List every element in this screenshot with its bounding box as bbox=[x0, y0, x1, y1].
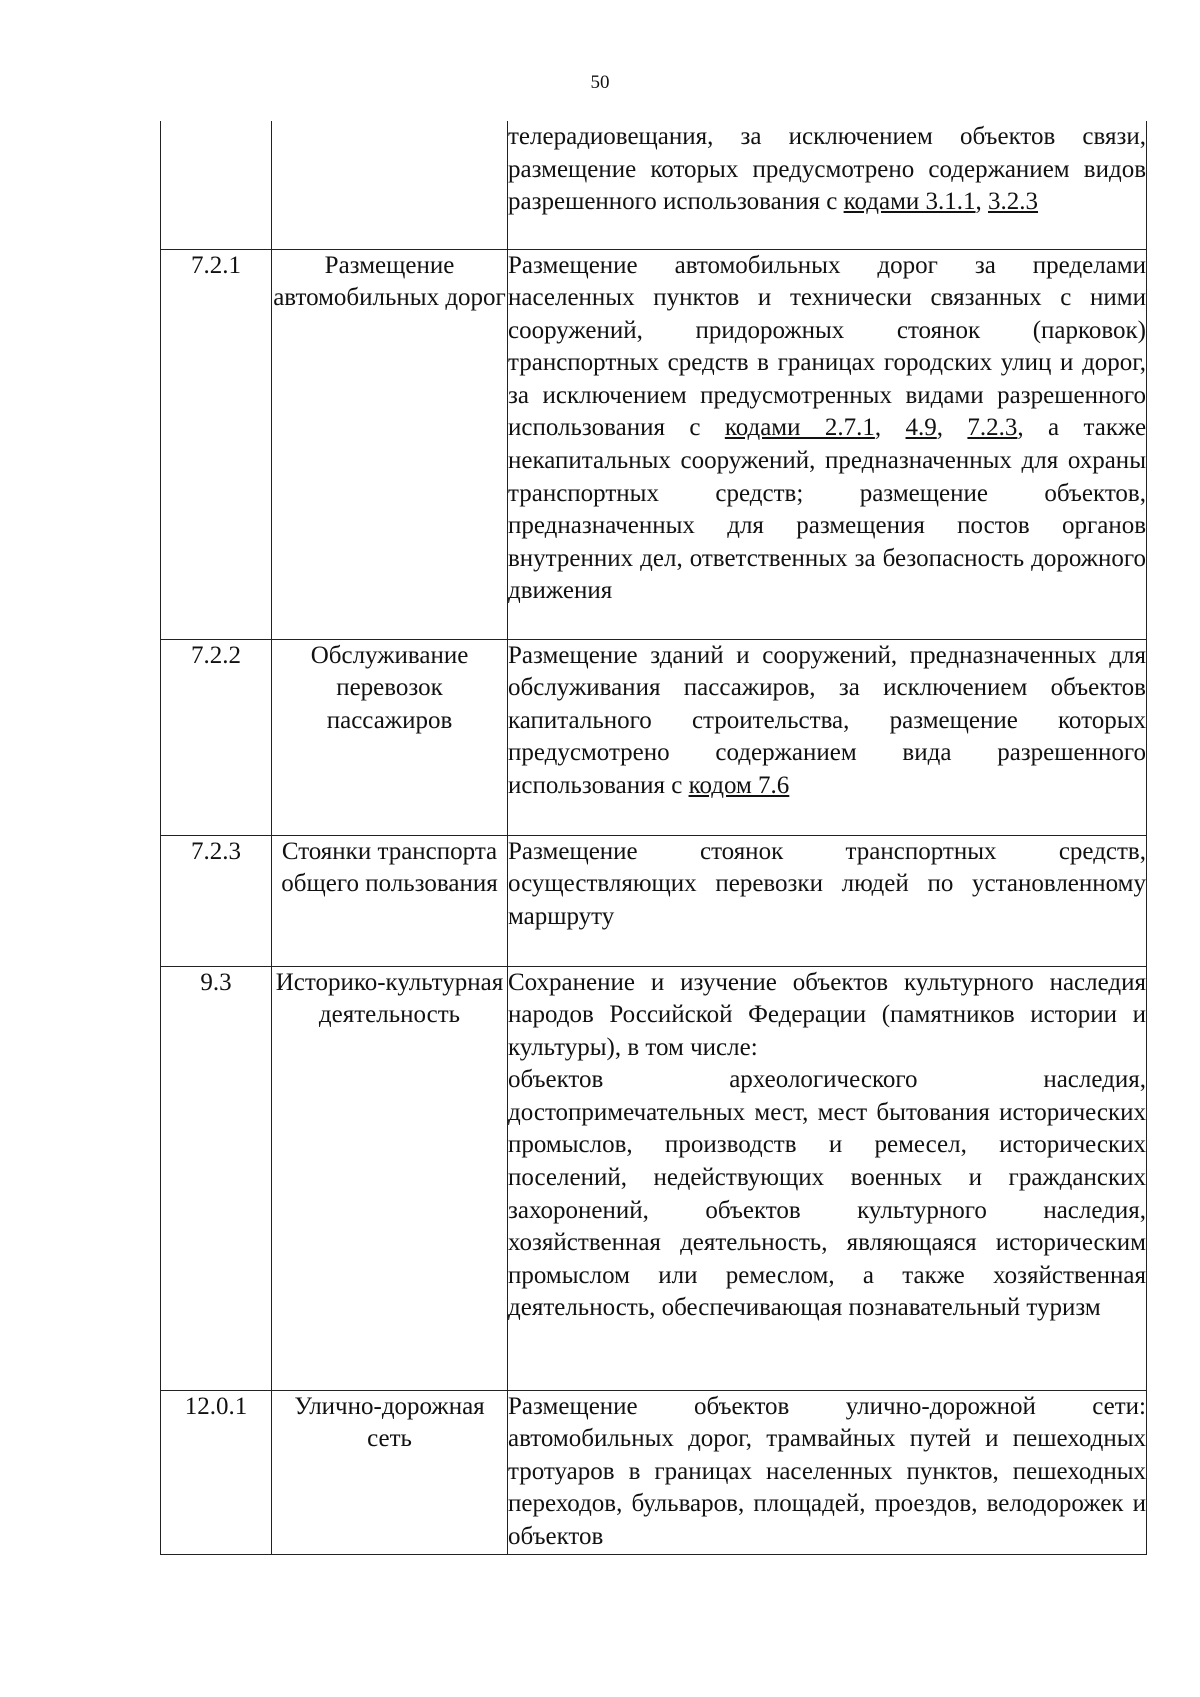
code-reference-link[interactable]: 7.2.3 bbox=[967, 414, 1018, 442]
row-description bbox=[508, 639, 1147, 835]
table-row bbox=[161, 249, 1147, 639]
row-name bbox=[272, 121, 508, 249]
description-text: Размещение зданий и сооружений, предназначенных для обслуживания пассажиров, за исключением объектов капитального строительства, размещение которых предусмотрено содержанием вида разрешенного использования с bbox=[508, 641, 1146, 799]
row-name: Размещение автомобильных дорог bbox=[272, 249, 508, 639]
row-name: Стоянки транспорта общего пользования bbox=[272, 835, 508, 966]
row-code: 12.0.1 bbox=[161, 1390, 272, 1554]
code-reference-link[interactable]: кодом 7.6 bbox=[688, 771, 790, 799]
description-text: , bbox=[975, 188, 989, 216]
description-text: телерадиовещания, за исключением объектов связи, размещение которых предусмотрено содержанием видов разрешенного использования с bbox=[508, 123, 1146, 216]
description-text: Размещение автомобильных дорог за пределами населенных пунктов и технически связанных с ними сооружений, придорожных стоянок (парковок) транспортных средств в границах городских улиц и дорог, за исключением предусмотренных видами разрешенного использования с bbox=[508, 251, 1146, 442]
code-reference-link[interactable]: кодами 2.7.1 bbox=[724, 414, 875, 442]
code-reference-link[interactable]: кодами 3.1.1 bbox=[843, 188, 976, 216]
table-body bbox=[161, 121, 1147, 1554]
table-row bbox=[161, 966, 1147, 1390]
row-description bbox=[508, 966, 1147, 1390]
table-row bbox=[161, 835, 1147, 966]
code-reference-link[interactable]: 4.9 bbox=[905, 414, 937, 442]
row-description bbox=[508, 249, 1147, 639]
row-name: Улично-дорожная сеть bbox=[272, 1390, 508, 1554]
row-name: Историко-культурная деятельность bbox=[272, 966, 508, 1390]
table-row bbox=[161, 1390, 1147, 1554]
table-row bbox=[161, 639, 1147, 835]
row-description bbox=[508, 1390, 1147, 1554]
description-paragraph: объектов археологического наследия, достопримечательных мест, мест бытования исторических промыслов, производств и ремесел, исторических поселений, недействующих военных и гражданских захоронений, объектов культурного наследия, хозяйственная деятельность, являющаяся историческим промыслом или ремеслом, а также хозяйственная деятельность, обеспечивающая познавательный туризм bbox=[508, 1066, 1146, 1322]
description-paragraph: Сохранение и изучение объектов культурного наследия народов Российской Федерации (памятников истории и культуры), в том числе: bbox=[508, 968, 1146, 1061]
row-description bbox=[508, 835, 1147, 966]
description-text: Размещение стоянок транспортных средств, осуществляющих перевозки людей по установленному маршруту bbox=[508, 837, 1146, 930]
code-reference-link[interactable]: 3.2.3 bbox=[988, 188, 1039, 216]
row-code: 7.2.1 bbox=[161, 249, 272, 639]
description-text: Размещение объектов улично-дорожной сети: автомобильных дорог, трамвайных путей и пешеходных тротуаров в границах населенных пунктов, пешеходных переходов, бульваров, площадей, проездов, велодорожек и объектов bbox=[508, 1392, 1146, 1550]
page-number: 50 bbox=[590, 72, 610, 93]
row-code bbox=[161, 121, 272, 249]
row-code: 7.2.3 bbox=[161, 835, 272, 966]
table-row bbox=[161, 121, 1147, 249]
row-code: 7.2.2 bbox=[161, 639, 272, 835]
land-use-table bbox=[160, 121, 1147, 1555]
description-text: , bbox=[874, 414, 906, 442]
description-text: , bbox=[936, 414, 968, 442]
row-name: Обслуживание перевозок пассажиров bbox=[272, 639, 508, 835]
description-text: , а также некапитальных сооружений, предназначенных для охраны транспортных средств; размещение объектов, предназначенных для размещения постов органов внутренних дел, ответственных за безопасность дорожного движения bbox=[508, 414, 1147, 605]
row-description bbox=[508, 121, 1147, 249]
row-code: 9.3 bbox=[161, 966, 272, 1390]
